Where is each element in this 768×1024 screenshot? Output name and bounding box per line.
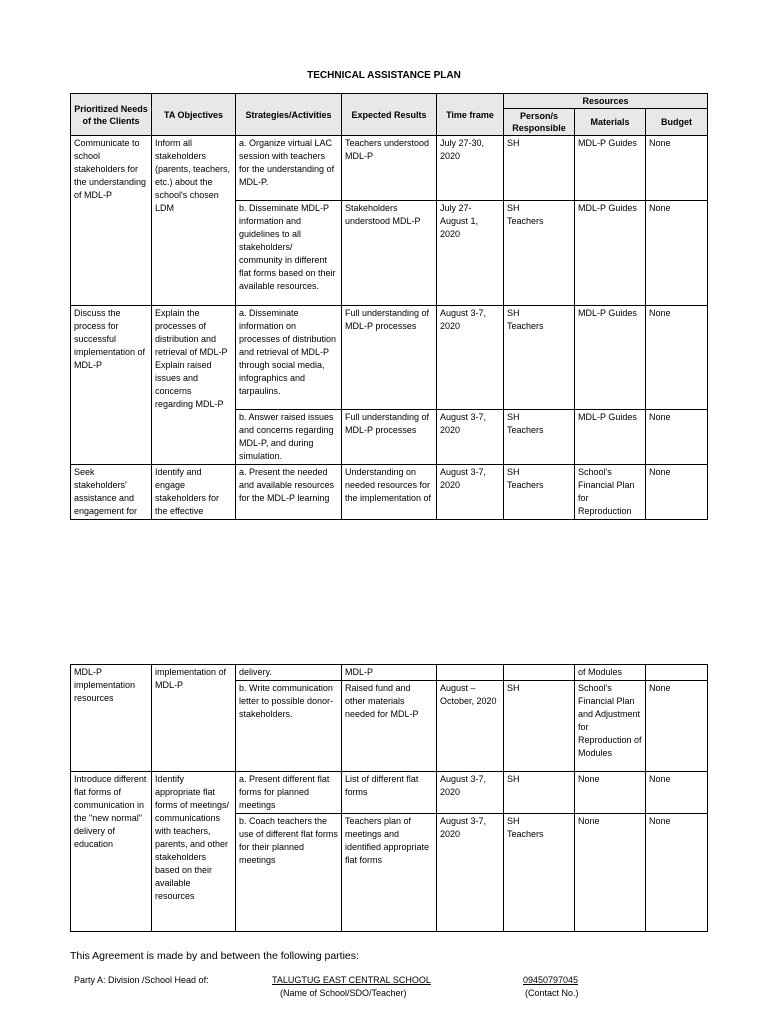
objective-cell: Explain the processes of distribution and retrieval of MDL-P Explain raised issues and concerns regarding MDL-P xyxy=(152,306,236,465)
person-cell: SH xyxy=(504,681,575,772)
result-cell: Full understanding of MDL-P processes xyxy=(342,306,437,410)
timeframe-cell: July 27-30, 2020 xyxy=(437,136,504,201)
timeframe-cell xyxy=(437,665,504,681)
document-title: TECHNICAL ASSISTANCE PLAN xyxy=(307,70,461,81)
objective-cell: Inform all stakeholders (parents, teachers, etc.) about the school's chosen LDM xyxy=(152,136,236,306)
strategy-cell: b. Write communication letter to possible donor-stakeholders. xyxy=(236,681,342,772)
school-name: TALUGTUG EAST CENTRAL SCHOOL xyxy=(272,975,431,985)
person-cell: SH xyxy=(504,136,575,201)
timeframe-cell: August – October, 2020 xyxy=(437,681,504,772)
result-cell: Stakeholders understood MDL-P xyxy=(342,201,437,306)
header-objectives: TA Objectives xyxy=(152,94,236,136)
header-row xyxy=(71,94,708,109)
budget-cell: None xyxy=(646,306,708,410)
result-cell: List of different flat forms xyxy=(342,772,437,814)
materials-cell: of Modules xyxy=(575,665,646,681)
need-cell: Communicate to school stakeholders for the understanding of MDL-P xyxy=(71,136,152,306)
person-cell: SH Teachers xyxy=(504,306,575,410)
school-caption: (Name of School/SDO/Teacher) xyxy=(280,988,407,998)
result-cell: Teachers plan of meetings and identified appropriate flat forms xyxy=(342,814,437,932)
header-budget: Budget xyxy=(646,109,708,136)
timeframe-cell: August 3-7, 2020 xyxy=(437,465,504,520)
materials-cell: MDL-P Guides xyxy=(575,306,646,410)
strategy-cell: a. Present different flat forms for planned meetings xyxy=(236,772,342,814)
header-results: Expected Results xyxy=(342,94,437,136)
timeframe-cell: August 3-7, 2020 xyxy=(437,772,504,814)
timeframe-cell: August 3-7, 2020 xyxy=(437,306,504,410)
table-row xyxy=(71,306,708,410)
timeframe-cell: August 3-7, 2020 xyxy=(437,814,504,932)
table-row xyxy=(71,772,708,814)
materials-cell: School's Financial Plan for Reproduction xyxy=(575,465,646,520)
strategy-cell: b. Coach teachers the use of different flat forms for their planned meetings xyxy=(236,814,342,932)
person-cell: SH Teachers xyxy=(504,201,575,306)
header-person: Person/s Responsible xyxy=(504,109,575,136)
materials-cell: None xyxy=(575,814,646,932)
header-timeframe: Time frame xyxy=(437,94,504,136)
strategy-cell: b. Answer raised issues and concerns regarding MDL-P, and during simulation. xyxy=(236,410,342,465)
need-cell: Seek stakeholders' assistance and engagement for xyxy=(71,465,152,520)
result-cell: Understanding on needed resources for the implementation of xyxy=(342,465,437,520)
strategy-cell: delivery. xyxy=(236,665,342,681)
header-resources: Resources xyxy=(504,94,708,109)
party-label: Party A: Division /School Head of: xyxy=(74,975,209,985)
budget-cell: None xyxy=(646,136,708,201)
result-cell: Teachers understood MDL-P xyxy=(342,136,437,201)
materials-cell: None xyxy=(575,772,646,814)
materials-cell: MDL-P Guides xyxy=(575,410,646,465)
person-cell: SH Teachers xyxy=(504,410,575,465)
contact-caption: (Contact No.) xyxy=(525,988,579,998)
ta-plan-table-continued xyxy=(70,664,708,932)
table-row xyxy=(71,665,708,681)
result-cell: MDL-P xyxy=(342,665,437,681)
budget-cell: None xyxy=(646,681,708,772)
table-row xyxy=(71,465,708,520)
strategy-cell: a. Present the needed and available resources for the MDL-P learning xyxy=(236,465,342,520)
person-cell: SH Teachers xyxy=(504,814,575,932)
budget-cell: None xyxy=(646,772,708,814)
strategy-cell: a. Disseminate information on processes of distribution and retrieval of MDL-P through social media, infographics and tarpaulins. xyxy=(236,306,342,410)
objective-cell: Identify appropriate flat forms of meetings/ communications with teachers, parents, and other stakeholders based on their available resources xyxy=(152,772,236,932)
timeframe-cell: July 27- August 1, 2020 xyxy=(437,201,504,306)
header-materials: Materials xyxy=(575,109,646,136)
result-cell: Raised fund and other materials needed for MDL-P xyxy=(342,681,437,772)
table-row xyxy=(71,136,708,201)
person-cell xyxy=(504,665,575,681)
ta-plan-table xyxy=(70,93,708,520)
budget-cell: None xyxy=(646,201,708,306)
timeframe-cell: August 3-7, 2020 xyxy=(437,410,504,465)
strategy-cell: b. Disseminate MDL-P information and guidelines to all stakeholders/ community in different flat forms based on their available resources. xyxy=(236,201,342,306)
strategy-cell: a. Organize virtual LAC session with teachers for the understanding of MDL-P. xyxy=(236,136,342,201)
need-cell: Introduce different flat forms of communication in the "new normal" delivery of education xyxy=(71,772,152,932)
contact-number: 09450797045 xyxy=(523,975,579,985)
header-strategies: Strategies/Activities xyxy=(236,94,342,136)
objective-cell: Identify and engage stakeholders for the effective xyxy=(152,465,236,520)
header-needs: Prioritized Needs of the Clients xyxy=(71,94,152,136)
need-cell: Discuss the process for successful implementation of MDL-P xyxy=(71,306,152,465)
agreement-statement: This Agreement is made by and between the following parties: xyxy=(70,950,359,962)
person-cell: SH xyxy=(504,772,575,814)
budget-cell: None xyxy=(646,465,708,520)
budget-cell xyxy=(646,665,708,681)
materials-cell: School's Financial Plan and Adjustment for Reproduction of Modules xyxy=(575,681,646,772)
materials-cell: MDL-P Guides xyxy=(575,201,646,306)
result-cell: Full understanding of MDL-P processes xyxy=(342,410,437,465)
materials-cell: MDL-P Guides xyxy=(575,136,646,201)
objective-cell: implementation of MDL-P xyxy=(152,665,236,772)
budget-cell: None xyxy=(646,814,708,932)
need-cell: MDL-P implementation resources xyxy=(71,665,152,772)
person-cell: SH Teachers xyxy=(504,465,575,520)
budget-cell: None xyxy=(646,410,708,465)
